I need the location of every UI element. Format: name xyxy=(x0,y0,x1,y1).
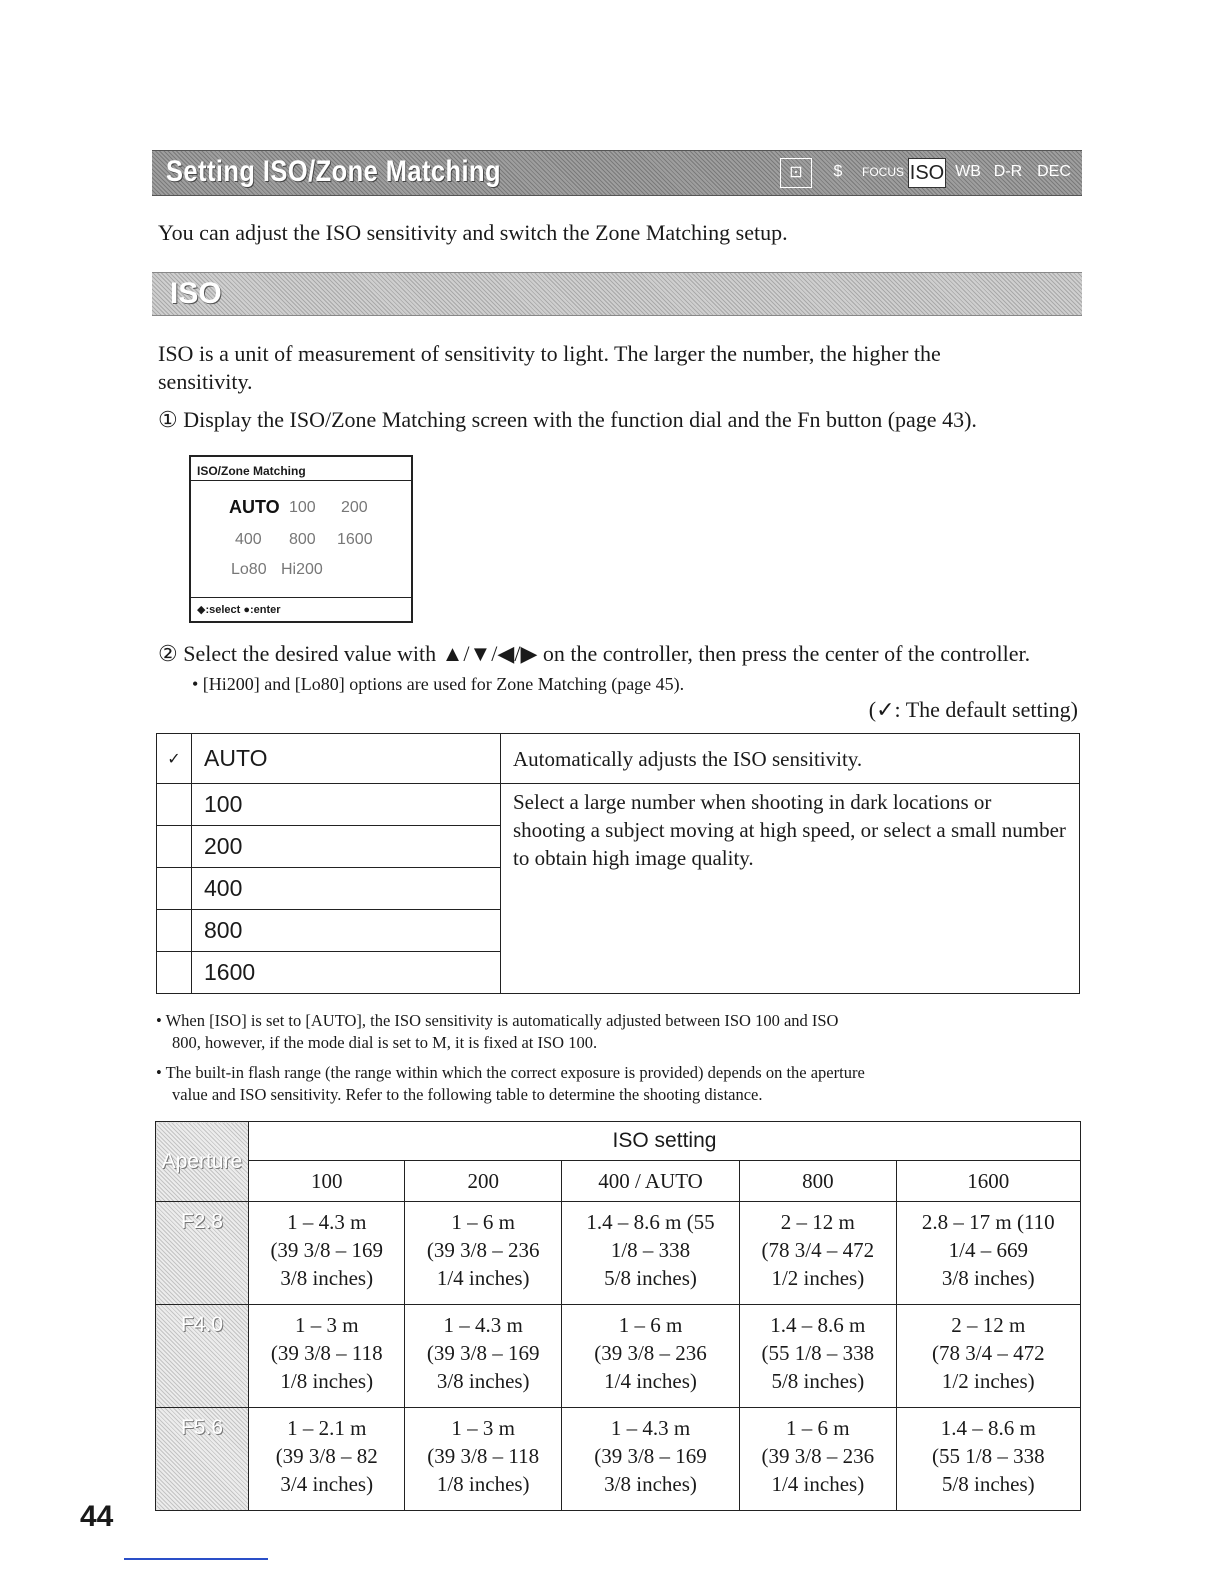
lcd-value-800: 800 xyxy=(289,531,316,548)
iso-column-header: 200 xyxy=(405,1161,561,1202)
step-2-note: • [Hi200] and [Lo80] options are used for Zone Matching (page 45). xyxy=(192,674,685,694)
flash-range-line: 1/2 inches) xyxy=(771,1266,865,1290)
lcd-value-1600: 1600 xyxy=(337,531,373,548)
flash-range-line: 1 – 3 m xyxy=(451,1416,515,1440)
aperture-cell xyxy=(156,1202,249,1305)
flash-range-line: (78 3/4 – 472 xyxy=(932,1341,1045,1365)
flash-range-cell xyxy=(561,1408,739,1511)
flash-range-line: 1/4 inches) xyxy=(771,1472,865,1496)
lcd-title: ISO/Zone Matching xyxy=(191,457,411,481)
page-number: 44 xyxy=(80,1500,114,1533)
iso-option-value: 200 xyxy=(192,826,501,868)
flash-range-line: 5/8 inches) xyxy=(941,1472,1035,1496)
aperture-value: F4.0 xyxy=(180,1313,224,1336)
table-row xyxy=(157,784,1080,826)
flash-range-line: (78 3/4 – 472 xyxy=(761,1238,875,1262)
lcd-value-lo80: Lo80 xyxy=(231,561,267,578)
flash-range-line: 1.4 – 8.6 m (55 xyxy=(586,1210,715,1234)
default-setting-legend: (✓: The default setting) xyxy=(868,697,1078,722)
lcd-footer: ◆:select ●:enter xyxy=(191,597,411,621)
check-cell xyxy=(157,952,192,994)
iso-option-value: 100 xyxy=(192,784,501,826)
flash-range-line: (39 3/8 – 169 xyxy=(270,1238,384,1262)
table-row xyxy=(157,734,1080,784)
iso-section-label: ISO xyxy=(170,277,222,310)
iso-option-value: 1600 xyxy=(192,952,501,994)
iso-description-line-2: sensitivity. xyxy=(158,369,253,394)
table-row xyxy=(156,1305,1081,1408)
flash-range-cell xyxy=(249,1408,405,1511)
iso-option-description: Automatically adjusts the ISO sensitivity. xyxy=(501,734,1080,784)
flash-range-cell xyxy=(561,1305,739,1408)
check-cell xyxy=(157,868,192,910)
flash-range-line: 2 – 12 m xyxy=(951,1313,1026,1337)
iso-description-line-1: ISO is a unit of measurement of sensitivity to light. The larger the number, the higher the xyxy=(158,341,941,366)
footer-rule xyxy=(124,1558,268,1560)
flash-range-cell xyxy=(896,1305,1080,1408)
lcd-value-400: 400 xyxy=(235,531,262,548)
page-title: Setting ISO/Zone Matching xyxy=(166,155,502,188)
note-1-line-2: 800, however, if the mode dial is set to M, it is fixed at ISO 100. xyxy=(172,1033,598,1052)
lcd-value-200: 200 xyxy=(341,499,368,516)
iso-column-header: 1600 xyxy=(896,1161,1080,1202)
step-1-number: ① xyxy=(158,407,178,432)
aperture-cell xyxy=(156,1305,249,1408)
table-header-row xyxy=(156,1122,1081,1161)
iso-option-value: 400 xyxy=(192,868,501,910)
step-1-text: Display the ISO/Zone Matching screen with the function dial and the Fn button (page 43). xyxy=(183,407,977,432)
table-row xyxy=(156,1202,1081,1305)
flash-range-line: (39 3/8 – 169 xyxy=(594,1444,707,1468)
check-cell xyxy=(157,826,192,868)
iso-option-description: Select a large number when shooting in dark locations or shooting a subject moving at high speed, or select a small number to obtain high image quality. xyxy=(501,784,1080,994)
flash-range-cell xyxy=(405,1202,561,1305)
flash-range-line: (39 3/8 – 118 xyxy=(427,1444,540,1468)
flash-range-line: (39 3/8 – 236 xyxy=(761,1444,875,1468)
flash-range-line: 1 – 4.3 m xyxy=(443,1313,523,1337)
flash-range-line: 5/8 inches) xyxy=(771,1369,865,1393)
flash-range-line: 3/4 inches) xyxy=(280,1472,374,1496)
flash-range-line: 1 – 6 m xyxy=(618,1313,683,1337)
flash-range-line: (39 3/8 – 118 xyxy=(270,1341,383,1365)
iso-column-header: 400 / AUTO xyxy=(561,1161,739,1202)
flash-range-line: 1 – 4.3 m xyxy=(610,1416,691,1440)
intro-text: You can adjust the ISO sensitivity and switch the Zone Matching setup. xyxy=(158,220,788,245)
iso-tab: ISO xyxy=(908,158,946,188)
note-2-line-1: • The built-in flash range (the range within which the correct exposure is provided) depends on the aperture xyxy=(156,1063,865,1082)
aperture-value: F2.8 xyxy=(180,1210,224,1233)
aperture-cell xyxy=(156,1408,249,1511)
iso-setting-header: ISO setting xyxy=(249,1122,1081,1161)
camera-mode-icon: ⊡ xyxy=(780,158,812,188)
iso-section-bar xyxy=(152,272,1082,316)
step-2-text: Select the desired value with ▲/▼/◀/▶ on the controller, then press the center of the controller. xyxy=(183,641,1031,666)
flash-range-line: 5/8 inches) xyxy=(604,1266,697,1290)
wb-tab: WB xyxy=(955,163,981,180)
flash-range-line: (39 3/8 – 82 xyxy=(275,1444,378,1468)
flash-range-line: 2.8 – 17 m (110 xyxy=(921,1210,1055,1234)
flash-range-line: 1.4 – 8.6 m xyxy=(940,1416,1036,1440)
iso-options-table xyxy=(156,733,1080,994)
lcd-value-100: 100 xyxy=(289,499,316,516)
flash-range-line: 1/2 inches) xyxy=(941,1369,1035,1393)
dr-tab: D-R xyxy=(993,163,1023,180)
check-cell xyxy=(157,784,192,826)
flash-range-line: 1/4 inches) xyxy=(604,1369,697,1393)
flash-range-line: 1/4 – 669 xyxy=(948,1238,1028,1262)
aperture-header: Aperture xyxy=(156,1122,249,1202)
flash-range-line: 1 – 3 m xyxy=(294,1313,359,1337)
flash-range-line: (39 3/8 – 236 xyxy=(426,1238,540,1262)
note-2-line-2: value and ISO sensitivity. Refer to the following table to determine the shooting distance. xyxy=(172,1085,763,1104)
check-cell xyxy=(157,910,192,952)
flash-range-cell xyxy=(740,1408,896,1511)
flash-range-line: 3/8 inches) xyxy=(280,1266,374,1290)
aperture-value: F5.6 xyxy=(180,1416,224,1439)
iso-option-value: AUTO xyxy=(192,734,501,784)
flash-range-line: 2 – 12 m xyxy=(780,1210,855,1234)
iso-column-header: 800 xyxy=(740,1161,896,1202)
table-row xyxy=(156,1408,1081,1511)
flash-range-line: 1 – 6 m xyxy=(451,1210,515,1234)
iso-option-value: 800 xyxy=(192,910,501,952)
lcd-value-hi200: Hi200 xyxy=(281,561,323,578)
flash-range-line: 1 – 2.1 m xyxy=(287,1416,367,1440)
flash-range-line: (39 3/8 – 169 xyxy=(426,1341,540,1365)
flash-icon: $ xyxy=(833,163,843,180)
dec-tab: DEC xyxy=(1037,163,1071,180)
step-2-number: ② xyxy=(158,641,178,666)
flash-range-cell xyxy=(896,1202,1080,1305)
flash-range-cell xyxy=(249,1202,405,1305)
step-2 xyxy=(158,640,1030,668)
flash-range-cell xyxy=(896,1408,1080,1511)
flash-range-cell xyxy=(740,1305,896,1408)
focus-tab: FOCUS xyxy=(862,165,904,179)
flash-range-line: 1/8 – 338 xyxy=(610,1238,691,1262)
flash-range-line: (55 1/8 – 338 xyxy=(761,1341,875,1365)
flash-range-line: (55 1/8 – 338 xyxy=(932,1444,1045,1468)
flash-range-table xyxy=(155,1121,1081,1511)
flash-range-line: 1/4 inches) xyxy=(436,1266,530,1290)
flash-range-cell xyxy=(740,1202,896,1305)
flash-range-line: 1/8 inches) xyxy=(436,1472,530,1496)
lcd-value-auto: AUTO xyxy=(229,497,280,517)
flash-range-line: 1.4 – 8.6 m xyxy=(770,1313,866,1337)
table-header-row xyxy=(156,1161,1081,1202)
iso-zone-matching-screen xyxy=(189,455,413,623)
default-check-icon: ✓ xyxy=(157,734,192,784)
flash-range-cell xyxy=(561,1202,739,1305)
flash-range-line: 1/8 inches) xyxy=(280,1369,374,1393)
flash-range-cell xyxy=(405,1408,561,1511)
step-1 xyxy=(158,406,977,434)
flash-range-line: 1 – 4.3 m xyxy=(287,1210,367,1234)
flash-range-line: 3/8 inches) xyxy=(941,1266,1035,1290)
flash-range-cell xyxy=(249,1305,405,1408)
flash-range-cell xyxy=(405,1305,561,1408)
flash-range-line: 3/8 inches) xyxy=(604,1472,697,1496)
flash-range-line: 1 – 6 m xyxy=(786,1416,850,1440)
flash-range-line: (39 3/8 – 236 xyxy=(594,1341,707,1365)
flash-range-line: 3/8 inches) xyxy=(436,1369,530,1393)
section-title-bar xyxy=(152,150,1082,196)
note-1-line-1: • When [ISO] is set to [AUTO], the ISO sensitivity is automatically adjusted between ISO 100 and ISO xyxy=(156,1011,839,1030)
iso-column-header: 100 xyxy=(249,1161,405,1202)
